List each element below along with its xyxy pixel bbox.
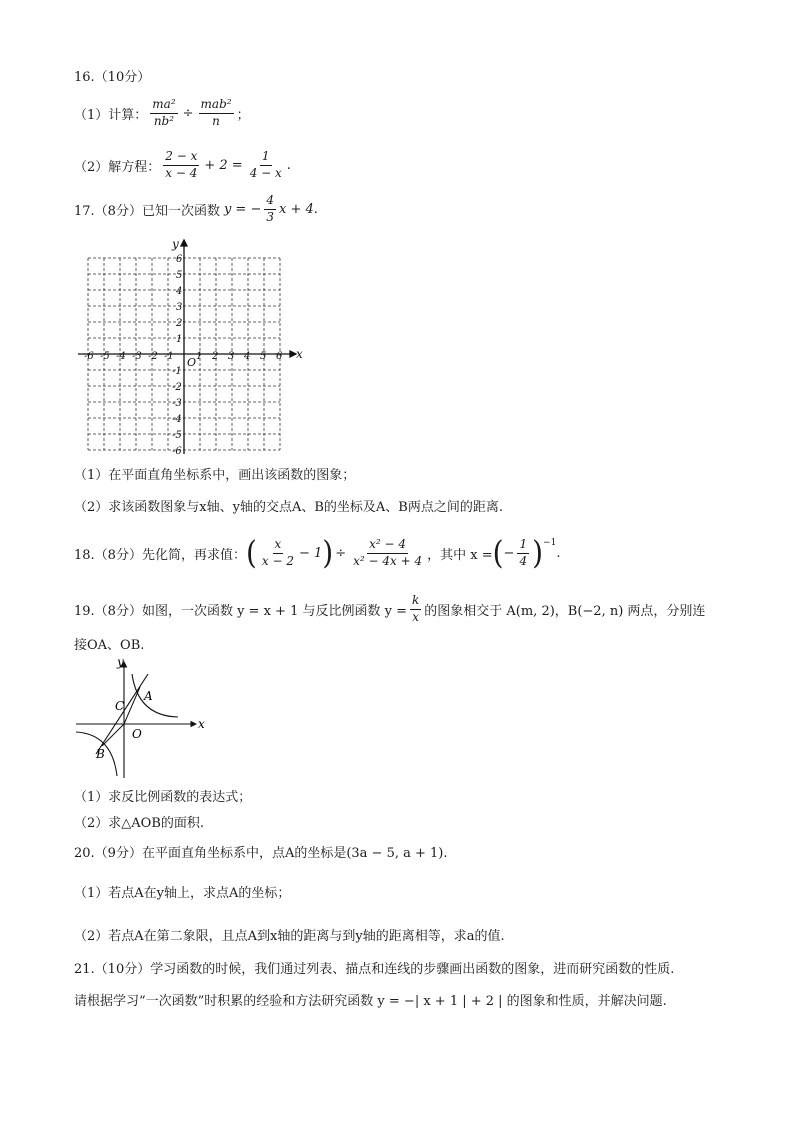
y-tick-label: 2 (176, 318, 183, 329)
fraction: $\frac{x}{x - 2}$ (261, 537, 294, 568)
x-tick-label: 1 (196, 351, 203, 362)
coordinate-grid (72, 237, 303, 457)
x-tick-label: -4 (116, 351, 126, 362)
origin-label: O (187, 356, 197, 369)
q16-header: 16.（10分） (74, 70, 151, 85)
y-axis-label: y (117, 655, 124, 669)
x-tick-label: -5 (100, 351, 110, 362)
y-tick-label: -5 (172, 430, 182, 441)
y-tick-label: -6 (172, 446, 182, 457)
q20-header: 20.（9分）在平面直角坐标系中，点A的坐标是(3a − 5, a + 1). (74, 846, 448, 861)
x-tick-label: 4 (244, 351, 251, 362)
fraction: $\frac{1}{4 - x}$ (249, 149, 282, 180)
q19-line2: 接OA、OB. (74, 638, 145, 653)
fraction: $\frac{4}{3}$ (266, 193, 274, 224)
y-tick-label: 5 (176, 270, 183, 281)
q17-header: 17.（8分）已知一次函数 y = − $\frac{4}{3}$ x + 4 . (74, 193, 318, 224)
y-tick-label: -4 (172, 414, 182, 425)
point-b-label: B (96, 747, 105, 761)
y-axis-arrow (181, 240, 187, 246)
x-axis-label: x (198, 717, 205, 731)
fraction: $\frac{\text{mab²}}{n}$ (200, 97, 232, 128)
y-tick-label: -2 (172, 382, 182, 393)
q19-header: 19.（8分）如图，一次函数 y = x + 1 与反比例函数 y = $\frac{k}{x}$ 的图象相交于 A(m, 2)，B(−2, n) 两点，分别连 (74, 593, 706, 624)
x-tick-label: 5 (260, 351, 267, 362)
point-a-label: A (144, 689, 153, 703)
x-tick-label: -6 (84, 351, 94, 362)
q16-part2: （2）解方程： $\frac{2 - x}{x - 4}$ + 2 = $\frac{1}{4 - x}$ . (74, 149, 291, 180)
q16-part1: （1）计算： $\frac{\text{ma²}}{\text{nb²}}$ ÷ $\frac{\text{mab²}}{n}$ ； (74, 97, 250, 128)
q20-part1: （1）若点A在y轴上，求点A的坐标； (74, 886, 291, 901)
q21-line1: 21.（10分）学习函数的时候，我们通过列表、描点和连线的步骤画出函数的图象，进而研究函数的性质. (74, 962, 675, 977)
q19-part2: （2）求△AOB的面积. (74, 816, 205, 831)
x-axis-label: x (296, 347, 303, 361)
x-tick-label: -1 (164, 351, 174, 362)
fraction: $\frac{\text{x² − 4}}{\text{x² − 4x + 4}}$ (353, 537, 423, 568)
point-c-label: C (115, 699, 125, 713)
x-tick-label: 2 (212, 351, 219, 362)
x-tick-label: -2 (148, 351, 158, 362)
q21-line2: 请根据学习“一次函数”时积累的经验和方法研究函数 y = −| x + 1 | + 2 | 的图象和性质，并解决问题. (74, 994, 667, 1009)
y-tick-label: -1 (172, 366, 182, 377)
y-tick-label: 4 (176, 286, 183, 297)
q17-part1: （1）在平面直角坐标系中，画出该函数的图象； (74, 468, 356, 483)
fraction: $\frac{k}{x}$ (411, 593, 420, 624)
q20-part2: （2）若点A在第二象限，且点A到x轴的距离与到y轴的距离相等，求a的值. (74, 929, 505, 944)
q19-part1: （1）求反比例函数的表达式； (74, 790, 252, 805)
x-tick-label: 6 (276, 351, 283, 362)
function-figure (72, 654, 212, 780)
y-tick-label: -3 (172, 398, 182, 409)
fraction: $\frac{\text{ma²}}{\text{nb²}}$ (152, 97, 176, 128)
q18-expression: 18.（8分）先化简，再求值： ( $\frac{x}{x - 2}$ − 1 ) ÷ $\frac{\text{x² − 4}}{\text{x² − 4x + 4}}$ ，其中 x = ( − $\frac{1}{4}$ ) $^{-1}$ . (74, 533, 561, 572)
y-tick-label: 6 (176, 254, 183, 265)
fraction: $\frac{1}{4}$ (519, 537, 528, 568)
y-axis-label: y (172, 237, 179, 251)
y-tick-label: 3 (176, 302, 183, 313)
origin-label: O (132, 727, 142, 741)
q17-part2: （2）求该函数图象与x轴、y轴的交点A、B的坐标及A、B两点之间的距离. (74, 500, 503, 515)
fraction: $\frac{2 - x}{x - 4}$ (165, 149, 198, 180)
y-tick-label: 1 (176, 334, 183, 345)
x-tick-label: 3 (228, 351, 235, 362)
x-tick-label: -3 (132, 351, 142, 362)
